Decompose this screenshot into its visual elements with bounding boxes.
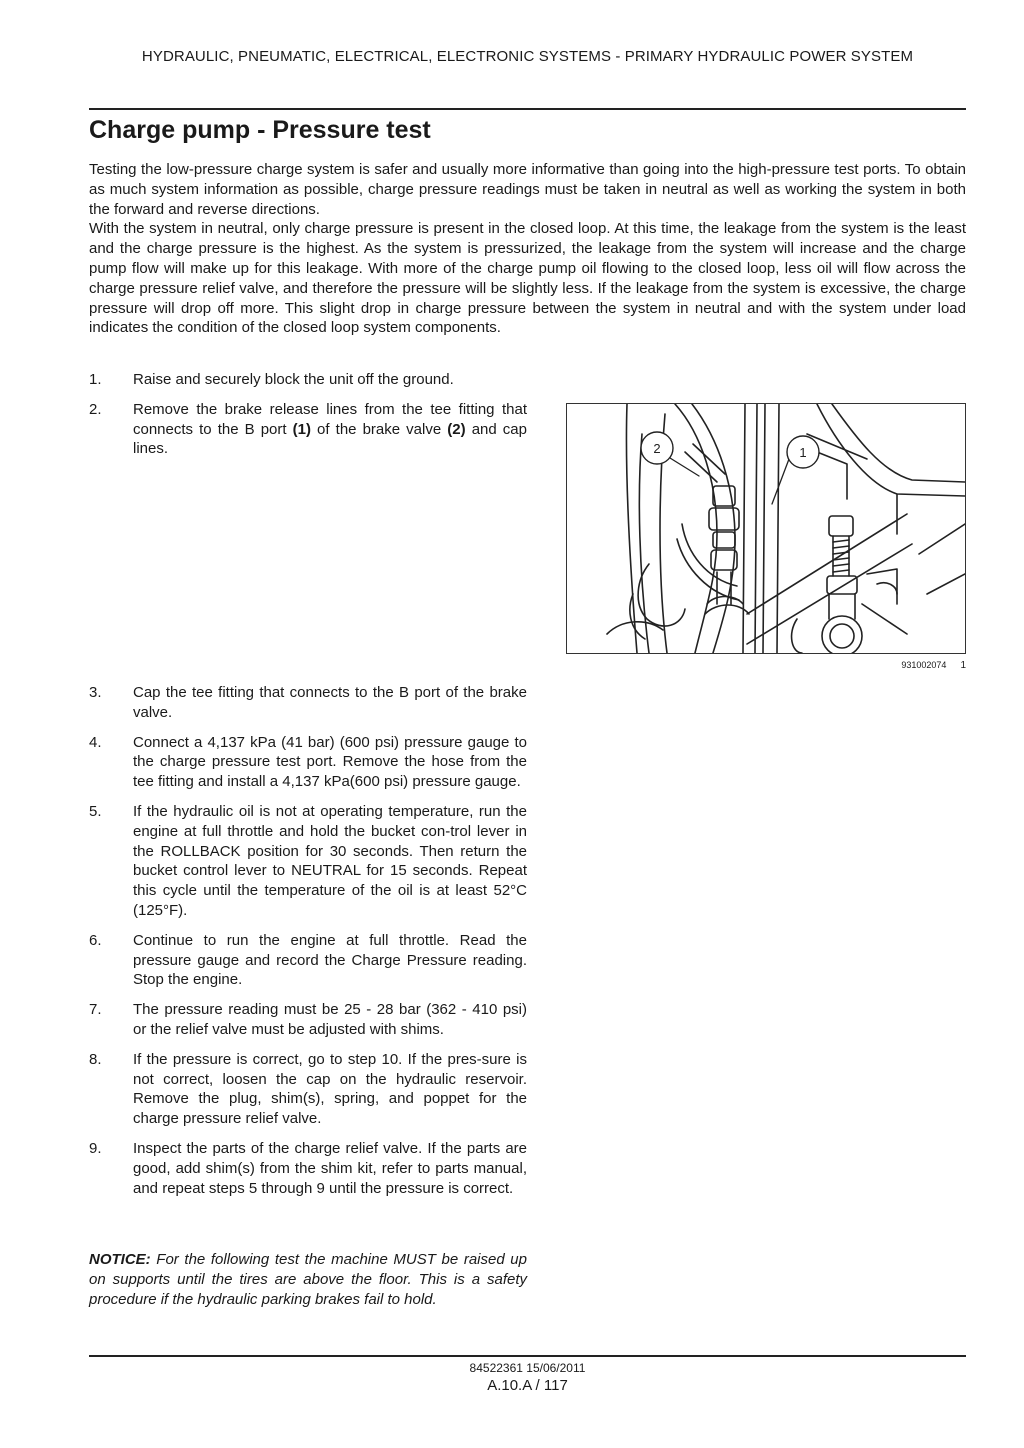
step-2 bbox=[89, 400, 527, 459]
step-text: Remove the brake release lines from the tee fitting that connects to the B port (1) of the brake valve (2) and cap lines. bbox=[133, 400, 527, 458]
step-text: The pressure reading must be 25 - 28 bar (362 - 410 psi) or the relief valve must be adjusted with shims. bbox=[133, 1001, 527, 1038]
step-number: 6. bbox=[89, 931, 102, 949]
step-1 bbox=[89, 370, 527, 390]
procedure-steps-top bbox=[89, 370, 527, 469]
intro-text bbox=[89, 160, 966, 338]
step-text: Connect a 4,137 kPa (41 bar) (600 psi) pressure gauge to the charge pressure test port. Remove the hose from the tee fitting and install a 4,137 kPa(600 psi) pressure gauge. bbox=[133, 733, 527, 791]
safety-notice bbox=[89, 1250, 527, 1309]
figure-code: 931002074 bbox=[901, 660, 947, 670]
step-text: Inspect the parts of the charge relief valve. If the parts are good, add shim(s) from the shim kit, refer to parts manual, and repeat steps 5 through 9 until the pressure is correct. bbox=[133, 1139, 527, 1197]
intro-paragraph-2: With the system in neutral, only charge pressure is present in the closed loop. At this time, the leakage from the system is the least and the charge pressure is the highest. As the system is pressurized, the leakage from the system will increase and the charge pump flow will make up for this leakage. With more of the charge pump oil flowing to the closed loop, less oil will flow across the charge pressure relief valve, and therefore the pressure will be slightly less. If the leakage from the system is excessive, the charge pressure will drop off more. This slight drop in charge pressure between the system in neutral and with the system under load indicates the condition of the closed loop system components. bbox=[89, 220, 966, 337]
procedure-steps-bottom bbox=[89, 683, 527, 1208]
step-4 bbox=[89, 733, 527, 792]
step-text: Cap the tee fitting that connects to the B port of the brake valve. bbox=[133, 684, 527, 721]
step-number: 3. bbox=[89, 684, 102, 701]
notice-label: NOTICE: bbox=[89, 1251, 151, 1268]
step-text: Continue to run the engine at full throttle. Read the pressure gauge and record the Charge Pressure reading. Stop the engine. bbox=[133, 931, 527, 989]
figure-number: 1 bbox=[960, 660, 966, 671]
step-text: If the hydraulic oil is not at operating temperature, run the engine at full throttle and hold the bucket con-trol lever in the ROLLBACK position for 30 seconds. Then return the bucket control lever to NEUTRAL for 15 seconds. Repeat this cycle until the temperature of the oil is at least 52°C (125°F). bbox=[133, 802, 527, 919]
brake-valve-illustration bbox=[567, 404, 965, 653]
step-7 bbox=[89, 1000, 527, 1040]
header-rule bbox=[89, 108, 966, 110]
callout-ref-1: (1) bbox=[292, 420, 311, 438]
step-number: 7. bbox=[89, 1001, 102, 1019]
footer-page-number: A.10.A / 117 bbox=[487, 1377, 568, 1394]
step-text: If the pressure is correct, go to step 10. If the pres-sure is not correct, loosen the cap on the hydraulic reservoir. Remove the plug, shim(s), spring, and poppet for the charge pressure relief valve. bbox=[133, 1050, 527, 1128]
callout-label-1: 1 bbox=[799, 445, 807, 460]
step-number: 5. bbox=[89, 802, 102, 820]
step-8 bbox=[89, 1050, 527, 1129]
footer-document-id: 84522361 15/06/2011 bbox=[469, 1361, 586, 1375]
step-number: 9. bbox=[89, 1139, 102, 1157]
step-3 bbox=[89, 683, 527, 723]
callout-ref-2: (2) bbox=[447, 420, 466, 438]
callout-label-2: 2 bbox=[653, 441, 661, 456]
step-text: Raise and securely block the unit off the ground. bbox=[133, 371, 454, 388]
step-number: 8. bbox=[89, 1050, 102, 1068]
footer-rule bbox=[89, 1355, 966, 1357]
step-number: 2. bbox=[89, 400, 102, 418]
step-5 bbox=[89, 802, 527, 921]
step-6 bbox=[89, 931, 527, 990]
figure-caption bbox=[880, 660, 966, 671]
figure-brake-valve bbox=[566, 403, 966, 654]
step-number: 4. bbox=[89, 733, 102, 751]
running-header: HYDRAULIC, PNEUMATIC, ELECTRICAL, ELECTRONIC SYSTEMS - PRIMARY HYDRAULIC POWER SYSTEM bbox=[141, 48, 914, 65]
page-title: Charge pump - Pressure test bbox=[89, 116, 431, 144]
notice-text: For the following test the machine MUST be raised up on supports until the tires are above the floor. This is a safety procedure if the hydraulic parking brakes fail to hold. bbox=[89, 1251, 527, 1308]
intro-paragraph-1: Testing the low-pressure charge system is safer and usually more informative than going into the high-pressure test ports. To obtain as much system information as possible, charge pressure readings must be taken in neutral as well as working the system in both the forward and reverse directions. bbox=[89, 161, 966, 218]
step-9 bbox=[89, 1139, 527, 1198]
step-number: 1. bbox=[89, 371, 102, 388]
